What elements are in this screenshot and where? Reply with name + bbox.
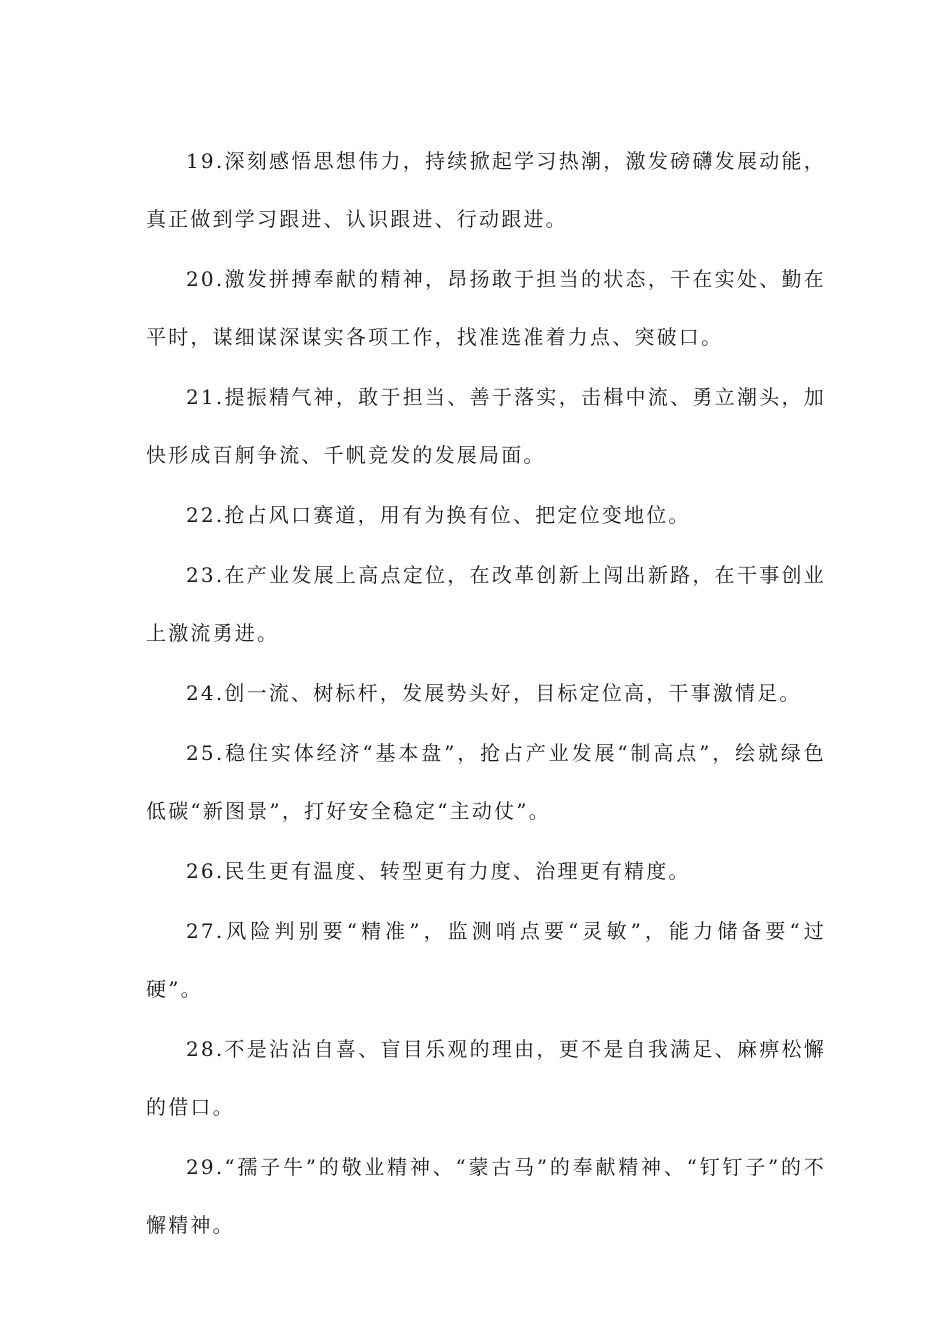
paragraph-24: 24.创一流、树标杆，发展势头好，目标定位高，干事激情足。 [186, 681, 802, 705]
paragraph-20: 20.激发拼搏奉献的精神，昂扬敢于担当的状态，干在实处、勤在平时，谋细谋深谋实各项工作，找准选准着力点、突破口。 [146, 267, 826, 349]
paragraph-26: 26.民生更有温度、转型更有力度、治理更有精度。 [186, 859, 691, 883]
document-body [146, 132, 826, 1256]
paragraph-22: 22.抢占风口赛道，用有为换有位、把定位变地位。 [186, 503, 691, 527]
paragraph-28: 28.不是沾沾自喜、盲目乐观的理由，更不是自我满足、麻痹松懈的借口。 [146, 1037, 826, 1119]
paragraph-19: 19.深刻感悟思想伟力，持续掀起学习热潮，激发磅礴发展动能，真正做到学习跟进、认识跟进、行动跟进。 [146, 149, 826, 231]
paragraph-21: 21.提振精气神，敢于担当、善于落实，击楫中流、勇立潮头，加快形成百舸争流、千帆竞发的发展局面。 [146, 385, 826, 467]
paragraph-27: 27.风险判别要“精准”，监测哨点要“灵敏”，能力储备要“过硬”。 [146, 919, 826, 1001]
paragraph-25: 25.稳住实体经济“基本盘”，抢占产业发展“制高点”，绘就绿色低碳“新图景”，打好安全稳定“主动仗”。 [146, 741, 826, 823]
paragraph-29: 29.“孺子牛”的敬业精神、“蒙古马”的奉献精神、“钉钉子”的不懈精神。 [146, 1155, 826, 1237]
paragraph-23: 23.在产业发展上高点定位，在改革创新上闯出新路，在干事创业上激流勇进。 [146, 563, 826, 645]
